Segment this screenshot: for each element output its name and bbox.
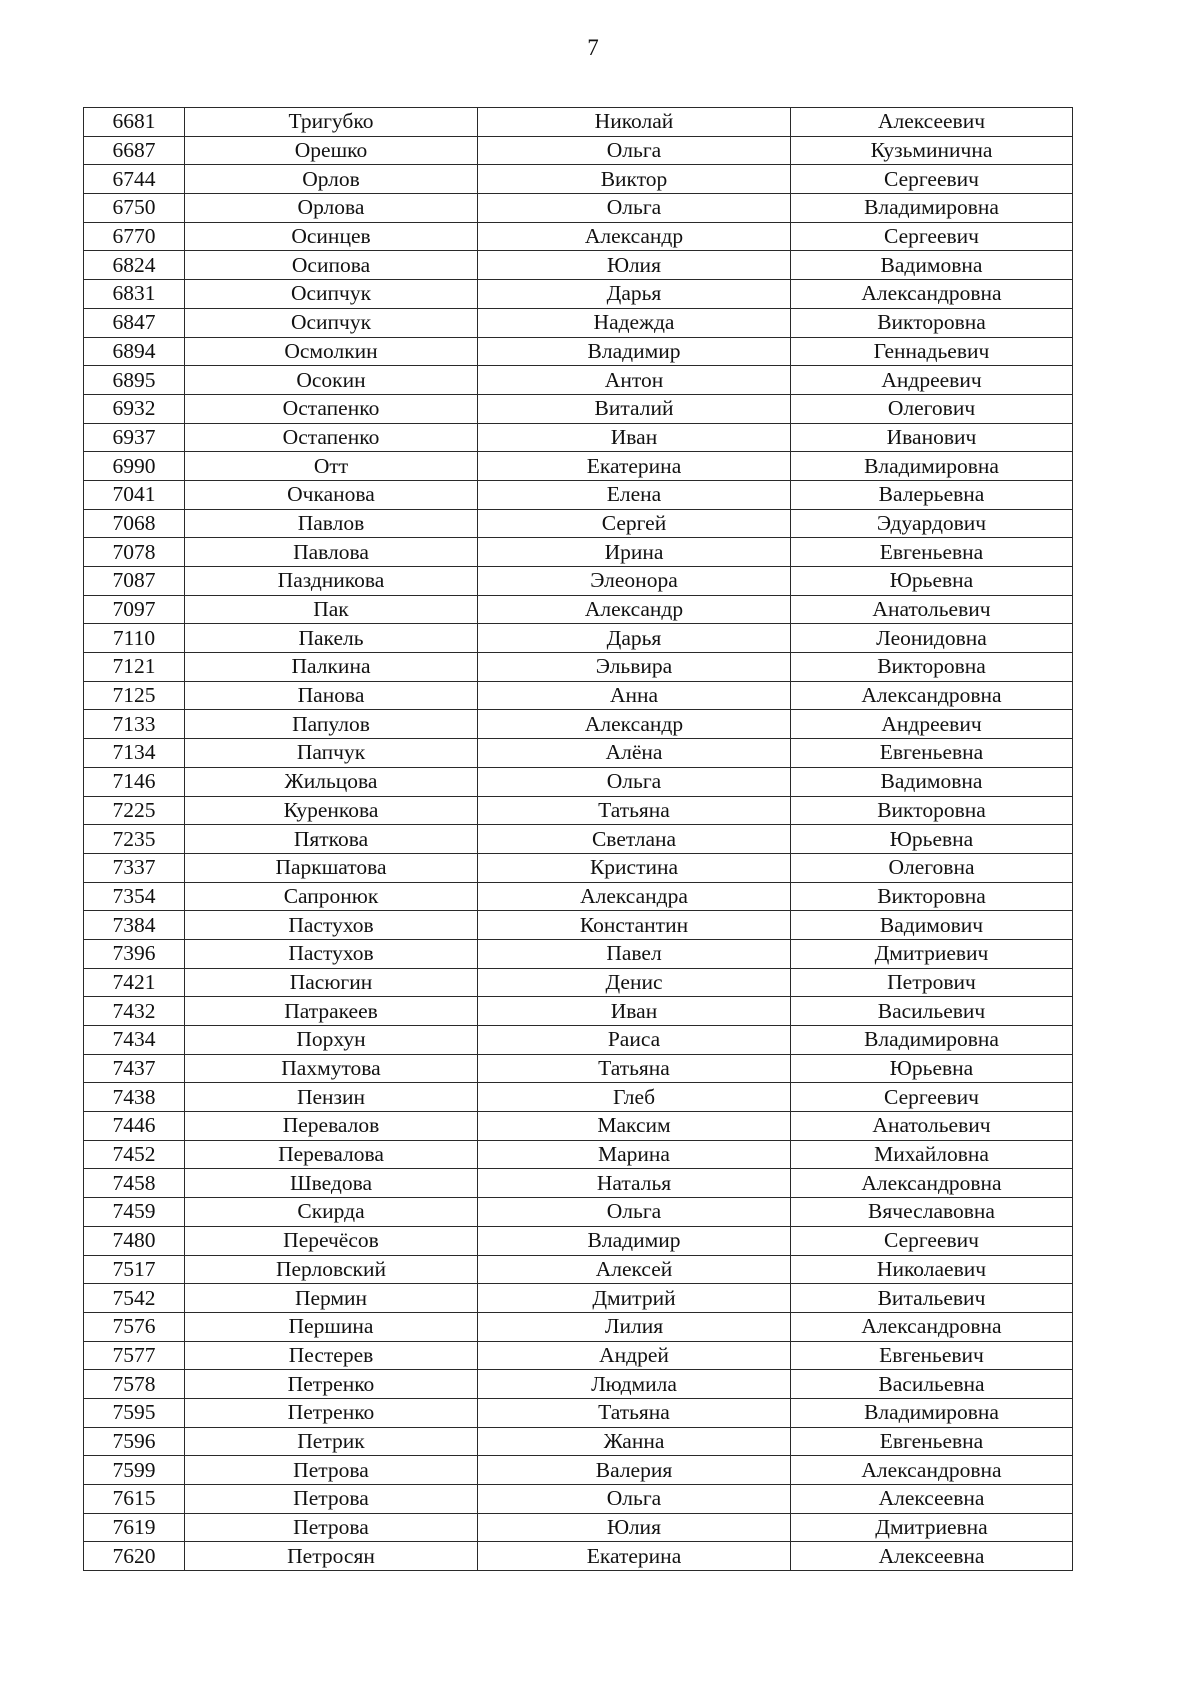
first-name-cell: Дарья — [478, 624, 791, 653]
first-name-cell: Елена — [478, 480, 791, 509]
table-row — [84, 509, 1073, 538]
last-name-cell: Осипчук — [185, 308, 478, 337]
table-row — [84, 710, 1073, 739]
first-name-cell: Ирина — [478, 538, 791, 567]
patronymic-cell: Михайловна — [791, 1140, 1073, 1169]
record-number-cell: 7480 — [84, 1226, 185, 1255]
first-name-cell: Иван — [478, 423, 791, 452]
roster-table-body — [84, 108, 1073, 1571]
patronymic-cell: Владимировна — [791, 452, 1073, 481]
table-row — [84, 1054, 1073, 1083]
first-name-cell: Татьяна — [478, 796, 791, 825]
patronymic-cell: Витальевич — [791, 1284, 1073, 1313]
record-number-cell: 6687 — [84, 136, 185, 165]
last-name-cell: Отт — [185, 452, 478, 481]
first-name-cell: Владимир — [478, 1226, 791, 1255]
first-name-cell: Максим — [478, 1112, 791, 1141]
record-number-cell: 7421 — [84, 968, 185, 997]
table-row — [84, 853, 1073, 882]
first-name-cell: Антон — [478, 366, 791, 395]
last-name-cell: Сапронюк — [185, 882, 478, 911]
first-name-cell: Денис — [478, 968, 791, 997]
record-number-cell: 7577 — [84, 1341, 185, 1370]
patronymic-cell: Олегович — [791, 394, 1073, 423]
last-name-cell: Жильцова — [185, 767, 478, 796]
roster-table — [83, 107, 1073, 1571]
record-number-cell: 7354 — [84, 882, 185, 911]
last-name-cell: Пермин — [185, 1284, 478, 1313]
table-row — [84, 997, 1073, 1026]
first-name-cell: Ольга — [478, 1485, 791, 1514]
patronymic-cell: Олеговна — [791, 853, 1073, 882]
first-name-cell: Александра — [478, 882, 791, 911]
record-number-cell: 7596 — [84, 1427, 185, 1456]
table-row — [84, 1341, 1073, 1370]
last-name-cell: Осокин — [185, 366, 478, 395]
table-row — [84, 624, 1073, 653]
patronymic-cell: Геннадьевич — [791, 337, 1073, 366]
last-name-cell: Петренко — [185, 1398, 478, 1427]
table-row — [84, 1083, 1073, 1112]
table-row — [84, 452, 1073, 481]
patronymic-cell: Владимировна — [791, 1398, 1073, 1427]
patronymic-cell: Алексеевна — [791, 1542, 1073, 1571]
last-name-cell: Пасюгин — [185, 968, 478, 997]
record-number-cell: 6937 — [84, 423, 185, 452]
record-number-cell: 7121 — [84, 653, 185, 682]
last-name-cell: Осмолкин — [185, 337, 478, 366]
last-name-cell: Пахмутова — [185, 1054, 478, 1083]
record-number-cell: 7146 — [84, 767, 185, 796]
patronymic-cell: Евгеньевна — [791, 1427, 1073, 1456]
last-name-cell: Павлова — [185, 538, 478, 567]
table-row — [84, 1513, 1073, 1542]
record-number-cell: 6750 — [84, 194, 185, 223]
record-number-cell: 6894 — [84, 337, 185, 366]
patronymic-cell: Викторовна — [791, 882, 1073, 911]
last-name-cell: Павлов — [185, 509, 478, 538]
record-number-cell: 6831 — [84, 280, 185, 309]
first-name-cell: Андрей — [478, 1341, 791, 1370]
first-name-cell: Дмитрий — [478, 1284, 791, 1313]
record-number-cell: 7446 — [84, 1112, 185, 1141]
table-row — [84, 653, 1073, 682]
patronymic-cell: Владимировна — [791, 1026, 1073, 1055]
patronymic-cell: Сергеевич — [791, 1083, 1073, 1112]
patronymic-cell: Владимировна — [791, 194, 1073, 223]
patronymic-cell: Анатольевич — [791, 1112, 1073, 1141]
last-name-cell: Пастухов — [185, 911, 478, 940]
record-number-cell: 6681 — [84, 108, 185, 137]
record-number-cell: 7542 — [84, 1284, 185, 1313]
first-name-cell: Сергей — [478, 509, 791, 538]
patronymic-cell: Алексеевна — [791, 1485, 1073, 1514]
table-row — [84, 911, 1073, 940]
table-row — [84, 882, 1073, 911]
record-number-cell: 6770 — [84, 222, 185, 251]
last-name-cell: Куренкова — [185, 796, 478, 825]
table-row — [84, 1370, 1073, 1399]
record-number-cell: 7133 — [84, 710, 185, 739]
last-name-cell: Патракеев — [185, 997, 478, 1026]
last-name-cell: Осинцев — [185, 222, 478, 251]
patronymic-cell: Евгеньевич — [791, 1341, 1073, 1370]
record-number-cell: 7235 — [84, 825, 185, 854]
record-number-cell: 7110 — [84, 624, 185, 653]
record-number-cell: 7125 — [84, 681, 185, 710]
patronymic-cell: Вадимович — [791, 911, 1073, 940]
table-row — [84, 1284, 1073, 1313]
first-name-cell: Иван — [478, 997, 791, 1026]
last-name-cell: Осипова — [185, 251, 478, 280]
patronymic-cell: Николаевич — [791, 1255, 1073, 1284]
last-name-cell: Перевалов — [185, 1112, 478, 1141]
table-row — [84, 394, 1073, 423]
last-name-cell: Пакель — [185, 624, 478, 653]
record-number-cell: 7438 — [84, 1083, 185, 1112]
record-number-cell: 7337 — [84, 853, 185, 882]
last-name-cell: Пензин — [185, 1083, 478, 1112]
patronymic-cell: Васильевич — [791, 997, 1073, 1026]
last-name-cell: Перловский — [185, 1255, 478, 1284]
first-name-cell: Глеб — [478, 1083, 791, 1112]
last-name-cell: Шведова — [185, 1169, 478, 1198]
table-row — [84, 1026, 1073, 1055]
patronymic-cell: Леонидовна — [791, 624, 1073, 653]
table-row — [84, 1140, 1073, 1169]
patronymic-cell: Вадимовна — [791, 251, 1073, 280]
patronymic-cell: Сергеевич — [791, 1226, 1073, 1255]
last-name-cell: Петрова — [185, 1456, 478, 1485]
table-row — [84, 280, 1073, 309]
last-name-cell: Пак — [185, 595, 478, 624]
record-number-cell: 7437 — [84, 1054, 185, 1083]
patronymic-cell: Вадимовна — [791, 767, 1073, 796]
last-name-cell: Перевалова — [185, 1140, 478, 1169]
first-name-cell: Юлия — [478, 1513, 791, 1542]
record-number-cell: 6932 — [84, 394, 185, 423]
last-name-cell: Першина — [185, 1312, 478, 1341]
table-row — [84, 595, 1073, 624]
first-name-cell: Кристина — [478, 853, 791, 882]
last-name-cell: Пяткова — [185, 825, 478, 854]
first-name-cell: Юлия — [478, 251, 791, 280]
last-name-cell: Петросян — [185, 1542, 478, 1571]
table-row — [84, 739, 1073, 768]
patronymic-cell: Александровна — [791, 1169, 1073, 1198]
table-row — [84, 1169, 1073, 1198]
first-name-cell: Екатерина — [478, 452, 791, 481]
last-name-cell: Порхун — [185, 1026, 478, 1055]
first-name-cell: Анна — [478, 681, 791, 710]
first-name-cell: Наталья — [478, 1169, 791, 1198]
last-name-cell: Орлова — [185, 194, 478, 223]
last-name-cell: Осипчук — [185, 280, 478, 309]
record-number-cell: 7517 — [84, 1255, 185, 1284]
patronymic-cell: Кузьминична — [791, 136, 1073, 165]
patronymic-cell: Алексеевич — [791, 108, 1073, 137]
table-row — [84, 567, 1073, 596]
patronymic-cell: Петрович — [791, 968, 1073, 997]
record-number-cell: 7578 — [84, 1370, 185, 1399]
table-row — [84, 1198, 1073, 1227]
first-name-cell: Алексей — [478, 1255, 791, 1284]
first-name-cell: Ольга — [478, 1198, 791, 1227]
last-name-cell: Пестерев — [185, 1341, 478, 1370]
last-name-cell: Пастухов — [185, 939, 478, 968]
patronymic-cell: Эдуардович — [791, 509, 1073, 538]
record-number-cell: 7078 — [84, 538, 185, 567]
first-name-cell: Ольга — [478, 767, 791, 796]
record-number-cell: 6744 — [84, 165, 185, 194]
last-name-cell: Палкина — [185, 653, 478, 682]
table-row — [84, 251, 1073, 280]
record-number-cell: 7452 — [84, 1140, 185, 1169]
record-number-cell: 7459 — [84, 1198, 185, 1227]
last-name-cell: Орешко — [185, 136, 478, 165]
record-number-cell: 7434 — [84, 1026, 185, 1055]
record-number-cell: 6990 — [84, 452, 185, 481]
patronymic-cell: Юрьевна — [791, 1054, 1073, 1083]
record-number-cell: 7384 — [84, 911, 185, 940]
table-row — [84, 796, 1073, 825]
last-name-cell: Петренко — [185, 1370, 478, 1399]
patronymic-cell: Евгеньевна — [791, 538, 1073, 567]
last-name-cell: Остапенко — [185, 394, 478, 423]
record-number-cell: 7458 — [84, 1169, 185, 1198]
first-name-cell: Константин — [478, 911, 791, 940]
record-number-cell: 7599 — [84, 1456, 185, 1485]
table-row — [84, 681, 1073, 710]
record-number-cell: 7068 — [84, 509, 185, 538]
table-row — [84, 222, 1073, 251]
first-name-cell: Виталий — [478, 394, 791, 423]
first-name-cell: Ольга — [478, 194, 791, 223]
last-name-cell: Папчук — [185, 739, 478, 768]
first-name-cell: Ольга — [478, 136, 791, 165]
first-name-cell: Лилия — [478, 1312, 791, 1341]
table-row — [84, 308, 1073, 337]
record-number-cell: 7619 — [84, 1513, 185, 1542]
patronymic-cell: Васильевна — [791, 1370, 1073, 1399]
record-number-cell: 7576 — [84, 1312, 185, 1341]
patronymic-cell: Александровна — [791, 1312, 1073, 1341]
last-name-cell: Паркшатова — [185, 853, 478, 882]
table-row — [84, 968, 1073, 997]
record-number-cell: 7432 — [84, 997, 185, 1026]
patronymic-cell: Андреевич — [791, 366, 1073, 395]
record-number-cell: 7595 — [84, 1398, 185, 1427]
first-name-cell: Жанна — [478, 1427, 791, 1456]
table-row — [84, 939, 1073, 968]
table-row — [84, 1456, 1073, 1485]
patronymic-cell: Сергеевич — [791, 222, 1073, 251]
record-number-cell: 7396 — [84, 939, 185, 968]
patronymic-cell: Дмитриевич — [791, 939, 1073, 968]
record-number-cell: 7225 — [84, 796, 185, 825]
first-name-cell: Дарья — [478, 280, 791, 309]
table-row — [84, 1427, 1073, 1456]
patronymic-cell: Анатольевич — [791, 595, 1073, 624]
record-number-cell: 7615 — [84, 1485, 185, 1514]
first-name-cell: Екатерина — [478, 1542, 791, 1571]
record-number-cell: 6824 — [84, 251, 185, 280]
table-row — [84, 825, 1073, 854]
last-name-cell: Остапенко — [185, 423, 478, 452]
table-row — [84, 108, 1073, 137]
table-row — [84, 1398, 1073, 1427]
record-number-cell: 7041 — [84, 480, 185, 509]
last-name-cell: Петрик — [185, 1427, 478, 1456]
table-row — [84, 1226, 1073, 1255]
first-name-cell: Светлана — [478, 825, 791, 854]
first-name-cell: Павел — [478, 939, 791, 968]
table-row — [84, 366, 1073, 395]
record-number-cell: 7087 — [84, 567, 185, 596]
first-name-cell: Надежда — [478, 308, 791, 337]
patronymic-cell: Александровна — [791, 681, 1073, 710]
patronymic-cell: Викторовна — [791, 653, 1073, 682]
table-row — [84, 1542, 1073, 1571]
first-name-cell: Эльвира — [478, 653, 791, 682]
patronymic-cell: Вячеславовна — [791, 1198, 1073, 1227]
first-name-cell: Валерия — [478, 1456, 791, 1485]
last-name-cell: Перечёсов — [185, 1226, 478, 1255]
record-number-cell: 7620 — [84, 1542, 185, 1571]
first-name-cell: Элеонора — [478, 567, 791, 596]
record-number-cell: 7134 — [84, 739, 185, 768]
first-name-cell: Владимир — [478, 337, 791, 366]
patronymic-cell: Андреевич — [791, 710, 1073, 739]
patronymic-cell: Иванович — [791, 423, 1073, 452]
table-row — [84, 165, 1073, 194]
first-name-cell: Александр — [478, 710, 791, 739]
last-name-cell: Панова — [185, 681, 478, 710]
table-row — [84, 1255, 1073, 1284]
last-name-cell: Тригубко — [185, 108, 478, 137]
table-row — [84, 480, 1073, 509]
first-name-cell: Николай — [478, 108, 791, 137]
patronymic-cell: Юрьевна — [791, 567, 1073, 596]
record-number-cell: 6895 — [84, 366, 185, 395]
first-name-cell: Виктор — [478, 165, 791, 194]
patronymic-cell: Валерьевна — [791, 480, 1073, 509]
patronymic-cell: Дмитриевна — [791, 1513, 1073, 1542]
first-name-cell: Александр — [478, 595, 791, 624]
record-number-cell: 7097 — [84, 595, 185, 624]
table-row — [84, 767, 1073, 796]
first-name-cell: Людмила — [478, 1370, 791, 1399]
first-name-cell: Татьяна — [478, 1054, 791, 1083]
table-row — [84, 538, 1073, 567]
last-name-cell: Петрова — [185, 1485, 478, 1514]
page-number: 7 — [587, 35, 599, 60]
table-row — [84, 194, 1073, 223]
last-name-cell: Скирда — [185, 1198, 478, 1227]
table-row — [84, 1312, 1073, 1341]
patronymic-cell: Викторовна — [791, 308, 1073, 337]
record-number-cell: 6847 — [84, 308, 185, 337]
table-row — [84, 1112, 1073, 1141]
patronymic-cell: Евгеньевна — [791, 739, 1073, 768]
last-name-cell: Паздникова — [185, 567, 478, 596]
first-name-cell: Раиса — [478, 1026, 791, 1055]
last-name-cell: Очканова — [185, 480, 478, 509]
patronymic-cell: Юрьевна — [791, 825, 1073, 854]
patronymic-cell: Викторовна — [791, 796, 1073, 825]
table-row — [84, 423, 1073, 452]
first-name-cell: Марина — [478, 1140, 791, 1169]
table-row — [84, 337, 1073, 366]
table-row — [84, 1485, 1073, 1514]
last-name-cell: Петрова — [185, 1513, 478, 1542]
patronymic-cell: Александровна — [791, 280, 1073, 309]
first-name-cell: Татьяна — [478, 1398, 791, 1427]
last-name-cell: Папулов — [185, 710, 478, 739]
first-name-cell: Алёна — [478, 739, 791, 768]
first-name-cell: Александр — [478, 222, 791, 251]
patronymic-cell: Сергеевич — [791, 165, 1073, 194]
patronymic-cell: Александровна — [791, 1456, 1073, 1485]
last-name-cell: Орлов — [185, 165, 478, 194]
table-row — [84, 136, 1073, 165]
